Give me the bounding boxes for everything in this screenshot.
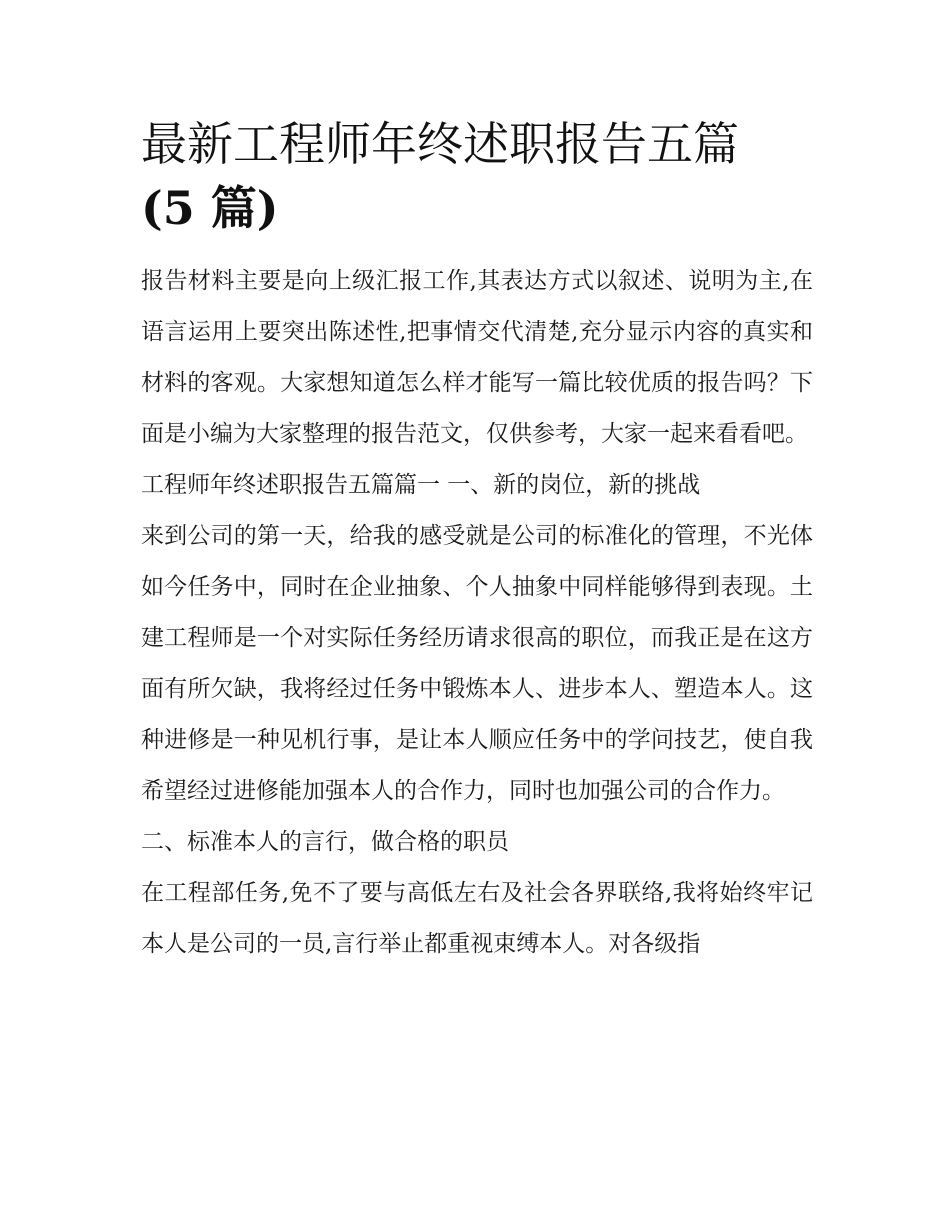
- paragraph-intro: 报告材料主要是向上级汇报工作,其表达方式以叙述、说明为主,在语言运用上要突出陈述性,把事情交代清楚,充分显示内容的真实和材料的客观。大家想知道怎么样才能写一篇比较优质的报告吗？下面是小编为大家整理的报告范文，仅供参考，大家一起来看看吧。: [141, 268, 813, 447]
- title-line-1: 最新工程师年终述职报告五篇: [141, 117, 739, 171]
- paragraph-section-2-heading: 二、标准本人的言行，做合格的职员: [141, 829, 509, 855]
- paragraph-section-2-body: 在工程部任务,免不了要与高低左右及社会各界联络,我将始终牢记本人是公司的一员,言行举止都重视束缚本人。对各级指: [141, 880, 813, 957]
- document-body: [141, 256, 813, 970]
- paragraph-section-1-heading: 工程师年终述职报告五篇篇一 一、新的岗位，新的挑战: [141, 472, 701, 498]
- paragraph-section-1-body: 来到公司的第一天，给我的感受就是公司的标准化的管理，不光体如今任务中，同时在企业抽象、个人抽象中同样能够得到表现。土建工程师是一个对实际任务经历请求很高的职位，而我正是在这方面有所欠缺，我将经过任务中锻炼本人、进步本人、塑造本人。这种进修是一种见机行事，是让本人顺应任务中的学问技艺，使自我希望经过进修能加强本人的合作力，同时也加强公司的合作力。: [141, 523, 813, 804]
- document-title: [141, 112, 813, 240]
- title-line-2: (5 篇): [141, 181, 279, 235]
- document-content: [141, 112, 813, 970]
